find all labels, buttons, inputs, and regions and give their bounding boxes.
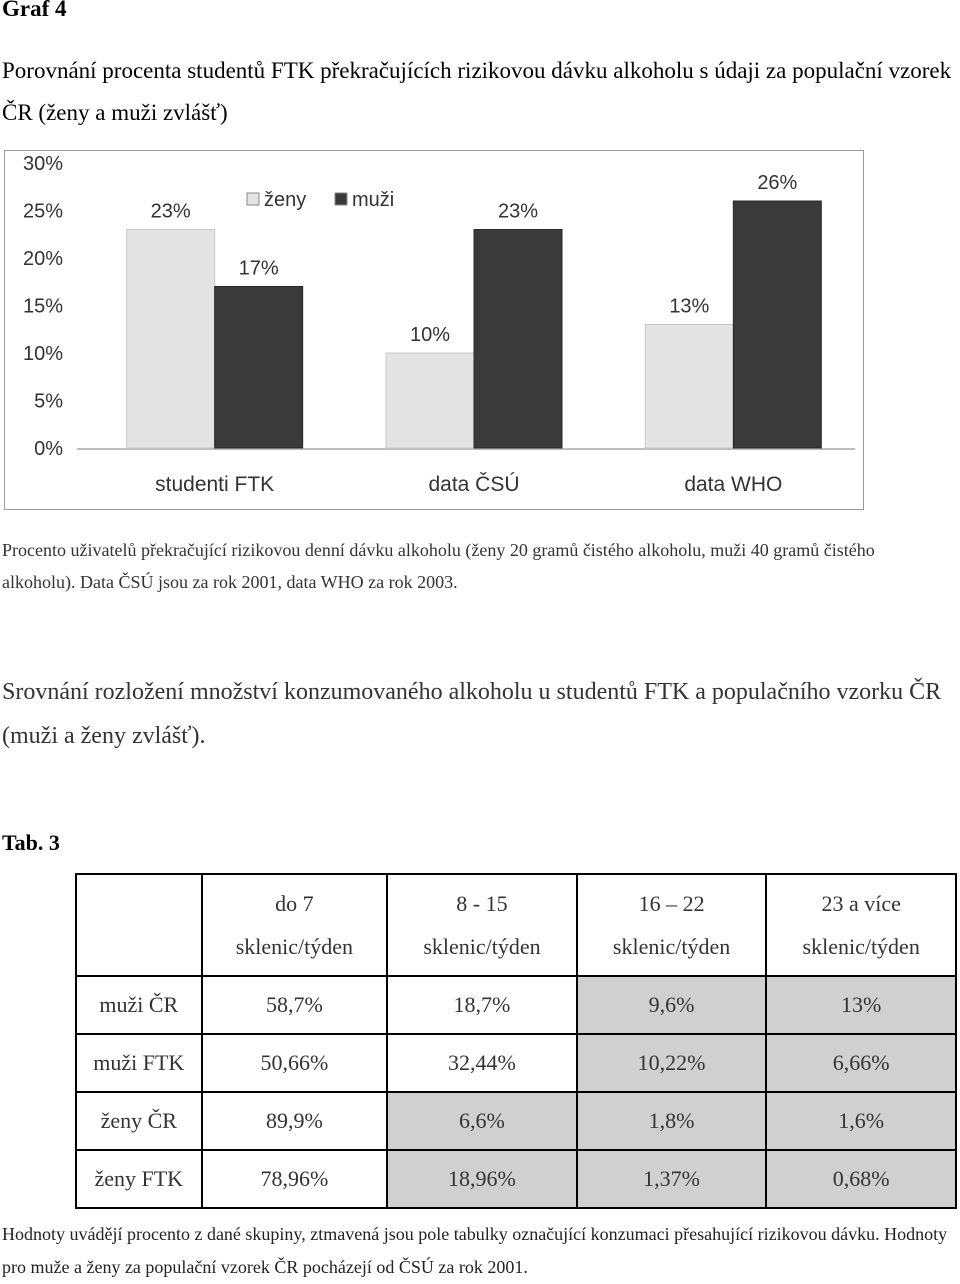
- data-label: 23%: [150, 200, 191, 223]
- row-label: muži ČR: [76, 976, 202, 1034]
- data-label: 17%: [238, 257, 279, 280]
- table-cell: 89,9%: [202, 1092, 388, 1150]
- table-cell: 78,96%: [202, 1150, 388, 1208]
- table-header-row: [76, 874, 956, 976]
- table-cell-shaded: 1,37%: [577, 1150, 767, 1208]
- table-cell: 18,7%: [387, 976, 577, 1034]
- table-heading: Srovnání rozložení množství konzumovaného alkoholu u studentů FTK a populačního vzorku ČR (muži a ženy zvlášť).: [2, 679, 942, 749]
- bar-ženy-1: [386, 353, 474, 448]
- table-cell-shaded: 18,96%: [387, 1150, 577, 1208]
- y-tick-label: 30%: [22, 153, 63, 175]
- row-label: ženy FTK: [76, 1150, 202, 1208]
- y-tick-label: 25%: [22, 200, 63, 223]
- bar-muži-0: [215, 287, 303, 449]
- bar-chart-svg: [5, 151, 863, 509]
- x-tick-label: studenti FTK: [155, 473, 275, 496]
- table-cell: 50,66%: [202, 1034, 388, 1092]
- legend-swatch: [335, 193, 347, 205]
- data-label: 26%: [757, 172, 798, 194]
- bar-ženy-0: [127, 230, 215, 449]
- table-header-cell: do 7 sklenic/týden: [202, 874, 388, 976]
- table-row: [76, 1034, 956, 1092]
- y-tick-label: 10%: [22, 343, 63, 365]
- data-label: 13%: [669, 295, 710, 318]
- bar-muži-1: [474, 230, 562, 449]
- consumption-table: [75, 873, 957, 1209]
- y-tick-label: 15%: [22, 295, 63, 318]
- y-tick-label: 0%: [34, 438, 63, 460]
- table-header-cell: 16 – 22 sklenic/týden: [577, 874, 767, 976]
- table-cell-shaded: 10,22%: [577, 1034, 767, 1092]
- table-corner-cell: [76, 874, 202, 976]
- table-cell-shaded: 1,8%: [577, 1092, 767, 1150]
- table-cell-shaded: 0,68%: [766, 1150, 956, 1208]
- table-caption: Hodnoty uvádějí procento z dané skupiny, ztmavená jsou pole tabulky označující konzumaci přesahující rizikovou dávku. Hodnoty pro muže a ženy za populační vzorek ČR pocházejí od ČSÚ za rok 2001.: [2, 1224, 948, 1277]
- data-label: 23%: [497, 200, 539, 223]
- row-label: muži FTK: [76, 1034, 202, 1092]
- y-tick-label: 20%: [22, 248, 63, 270]
- table-cell-shaded: 13%: [766, 976, 956, 1034]
- bar-chart: [4, 150, 864, 510]
- table-cell-shaded: 9,6%: [577, 976, 767, 1034]
- x-tick-label: data WHO: [684, 473, 783, 496]
- figure-label: Graf 4: [2, 0, 67, 21]
- table-cell: 58,7%: [202, 976, 388, 1034]
- table-header-cell: 8 - 15 sklenic/týden: [387, 874, 577, 976]
- table-cell-shaded: 6,6%: [387, 1092, 577, 1150]
- table-cell-shaded: 6,66%: [766, 1034, 956, 1092]
- x-tick-label: data ČSÚ: [428, 473, 520, 496]
- table-row: [76, 1150, 956, 1208]
- chart-heading: Porovnání procenta studentů FTK překračujících rizikovou dávku alkoholu s údaji za populační vzorek ČR (ženy a muži zvlášť): [2, 58, 952, 125]
- table-label: Tab. 3: [2, 830, 60, 855]
- row-label: ženy ČR: [76, 1092, 202, 1150]
- bar-ženy-2: [645, 325, 733, 449]
- legend-label: ženy: [264, 189, 307, 211]
- chart-caption: Procento uživatelů překračující rizikovou denní dávku alkoholu (ženy 20 gramů čistého alkoholu, muži 40 gramů čistého alkoholu). Data ČSÚ jsou za rok 2001, data WHO za rok 2003.: [2, 540, 875, 592]
- table-cell: 32,44%: [387, 1034, 577, 1092]
- legend-swatch: [247, 193, 259, 205]
- table-row: [76, 976, 956, 1034]
- y-tick-label: 5%: [34, 390, 63, 413]
- bar-muži-2: [733, 201, 821, 448]
- table-row: [76, 1092, 956, 1150]
- legend-label: muži: [352, 189, 395, 211]
- data-label: 10%: [409, 324, 451, 346]
- table-header-cell: 23 a více sklenic/týden: [766, 874, 956, 976]
- table-cell-shaded: 1,6%: [766, 1092, 956, 1150]
